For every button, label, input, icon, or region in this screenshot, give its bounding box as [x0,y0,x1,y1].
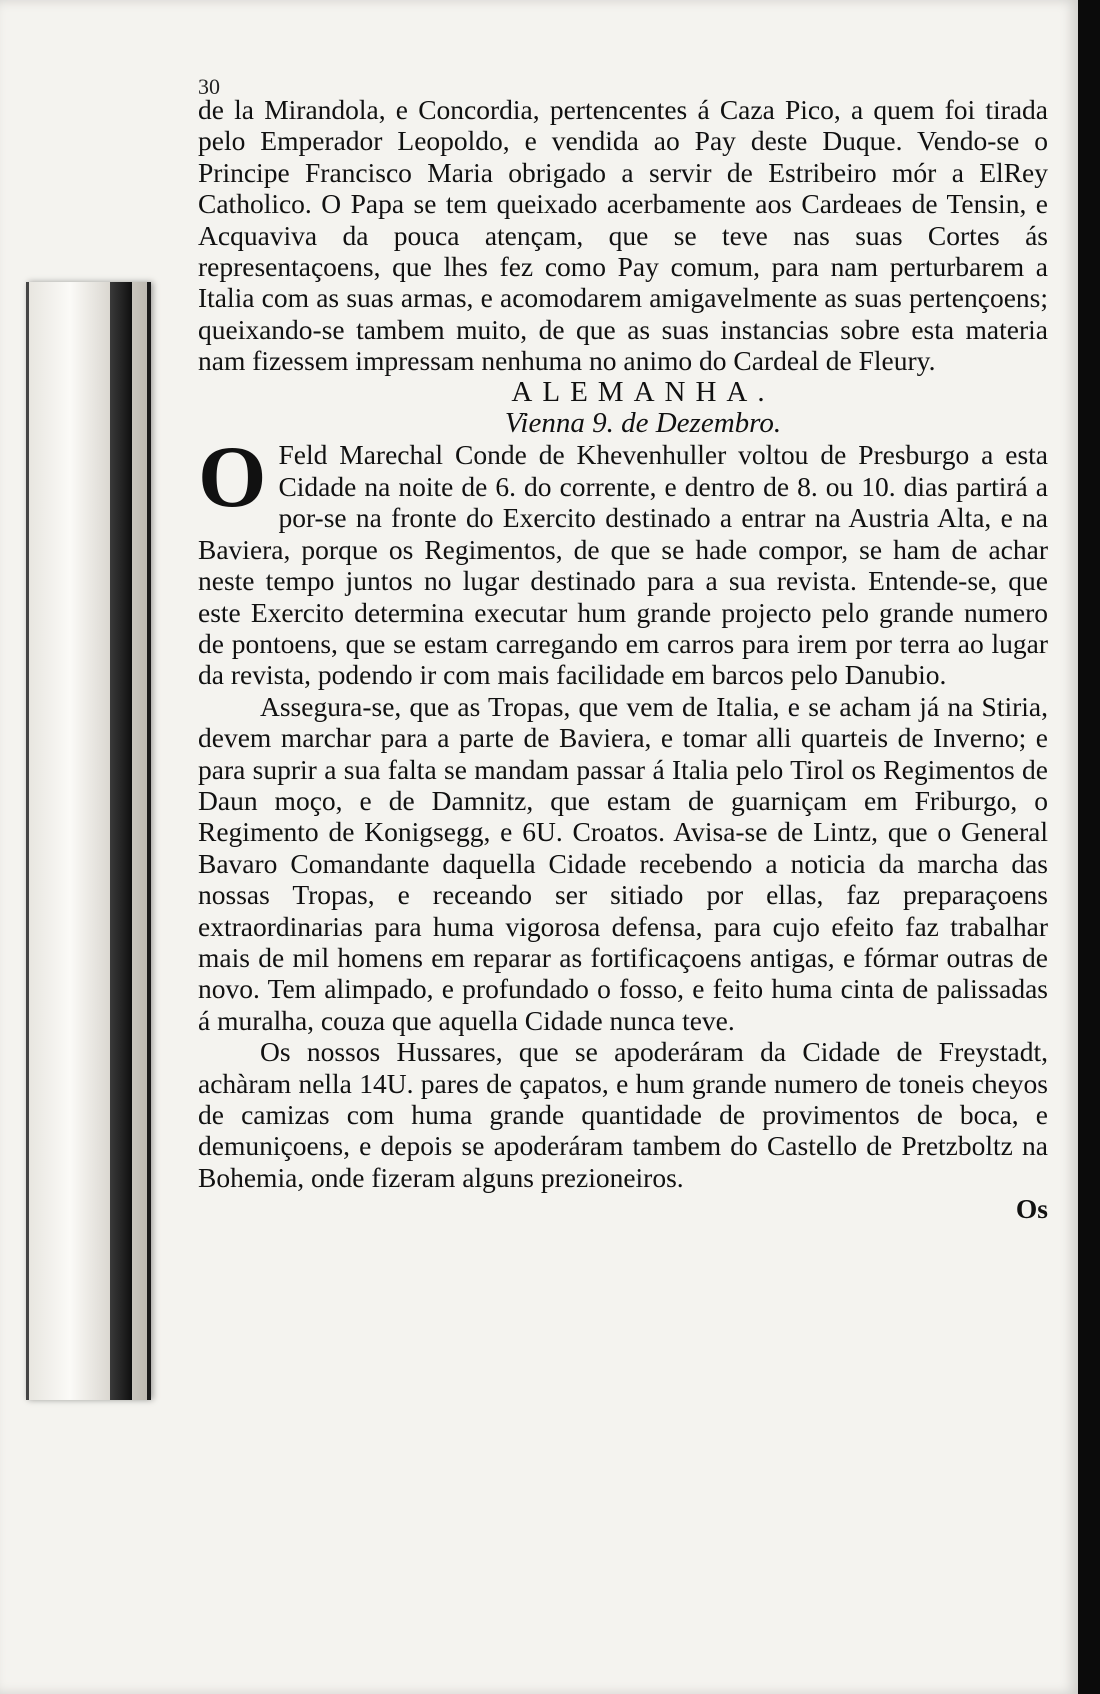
paragraph-1: Feld Marechal Conde de Khevenhuller voltou de Presburgo a esta Cidade na noite de 6. do corrente, e dentro de 8. ou 10. dias partirá a por-se na fronte do Exercito destinado a entrar na Austria Alta, e na Baviera, porque os Regimentos, de que se hade compor, se ham de achar neste tempo juntos no lugar destinado para a sua revista. Entende-se, que este Exercito determina executar hum grande projecto pelo grande numero de pontoens, que se estam carregando em carros para irem por terra ao lugar da revista, podendo ir com mais facilidade em barcos pelo Danubio. [198,439,1048,691]
dateline: Vienna 9. de Dezembro. [504,407,782,440]
page-number: 30 [198,74,220,99]
paragraph-3: Os nossos Hussares, que se apoderáram da Cidade de Freystadt, achàram nella 14U. pares de çapatos, e hum grande numero de toneis cheyos de camizas com huma grande quantidade de provimentos de boca, e demuniçoens, e depois se apoderáram tambem do Castello de Pretzboltz na Bohemia, onde fizeram alguns prezioneiros. [198,1036,1048,1193]
binding-strip [26,282,151,1400]
page-text [198,76,1048,1225]
paragraph-1-block [198,429,1048,691]
section-heading: ALEMANHA. [511,375,775,408]
drop-cap: O [198,429,267,527]
binding-shadow [110,282,132,1400]
continued-paragraph: de la Mirandola, e Concordia, pertencentes á Caza Pico, a quem foi tirada pelo Emperador Leopoldo, e vendida ao Pay deste Duque. Vendo-se o Principe Francisco Maria obrigado a servir de Estribeiro mór a ElRey Catholico. O Papa se tem queixado acerbamente aos Cardeaes de Tensin, e Acquaviva da pouca atençam, que se teve nas suas Cortes ás representaçoens, que lhes fez como Pay comum, para nam perturbarem a Italia com as suas armas, e acomodarem amigavelmente as suas pertençoens; queixando-se tambem muito, de que as suas instancias sobre esta materia nam fizessem impressam nenhuma no animo do Cardeal de Fleury. [198,94,1048,377]
paragraph-2: Assegura-se, que as Tropas, que vem de Italia, e se acham já na Stiria, devem marchar para a parte de Baviera, e tomar alli quarteis de Inverno; e para suprir a sua falta se mandam passar á Italia pelo Tirol os Regimentos de Daun moço, e de Damnitz, que estam de guarniçam em Friburgo, o Regimento de Konigsegg, e 6U. Croatos. Avisa-se de Lintz, que o General Bavaro Comandante daquella Cidade recebendo a noticia da marcha das nossas Tropas, e receando ser sitiado por ellas, faz preparaçoens extraordinarias para huma vigorosa defensa, para cujo efeito faz trabalhar mais de mil homens em reparar as fortificaçoens antigas, e fórmar outras de novo. Tem alimpado, e profundado o fosso, e feito huma cinta de palissadas á muralha, couza que aquella Cidade nunca teve. [198,690,1048,1036]
catchword: Os [1015,1193,1048,1225]
